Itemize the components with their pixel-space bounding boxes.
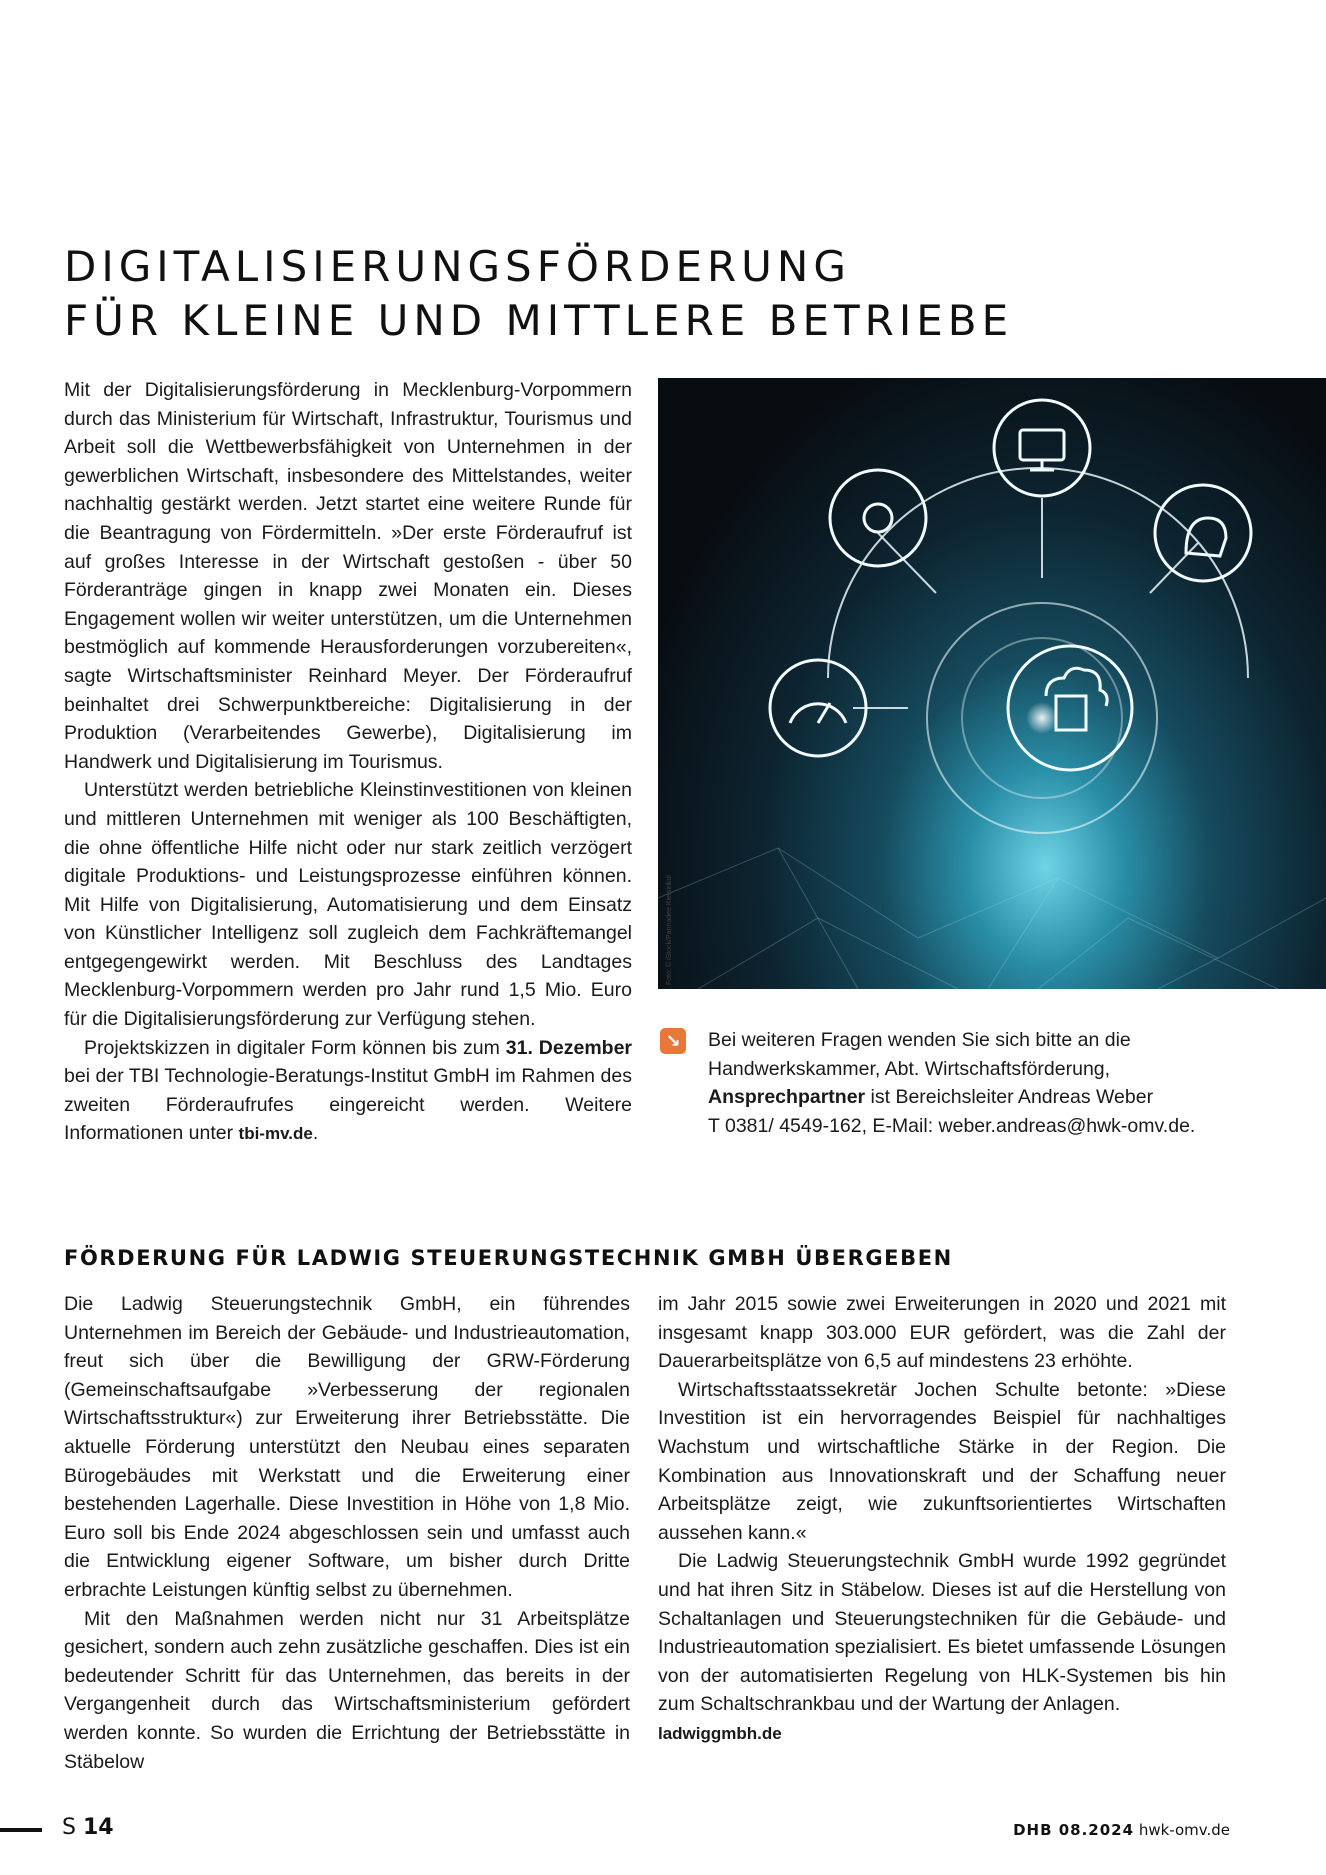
- link-line: [658, 1719, 1226, 1749]
- contact-line: Handwerkskammer, Abt. Wirtschaftsförderung,: [708, 1057, 1111, 1080]
- contact-line: [708, 1083, 1268, 1112]
- site-label[interactable]: hwk-omv.de: [1138, 1821, 1230, 1839]
- issue-info: [1013, 1821, 1230, 1839]
- paragraph: Die Ladwig Steuerungstechnik GmbH wurde 1992 gegründet und hat ihren Sitz in Stäbelow. Dieses ist auf die Herstellung von Schaltanlagen und Steuerungstechniken für die Gebäude- und Industrieautomation spezialisiert. Es bietet umfassende Lösungen von der automatisierten Regelung von HLK-Systemen bis hin zum Schaltschrankbau und der Wartung der Anlagen.: [658, 1550, 1227, 1716]
- article-2-left-column: [64, 1290, 630, 1776]
- paragraph: Wirtschaftsstaatssekretär Jochen Schulte betonte: »Diese Investition ist ein hervorragendes Beispiel für nachhaltiges Wachstum und wirtschaftliche Stärke in der Region. Die Kombination aus Innovationskraft und der Schaffung neuer Arbeitsplätze zeigt, wie zukunftsorientiertes Wirtschaften aussehen kann.«: [658, 1378, 1226, 1544]
- page-number: [62, 1815, 114, 1840]
- contact-info: [708, 1026, 1268, 1140]
- paragraph: im Jahr 2015 sowie zwei Erweiterungen in 2020 und 2021 mit insgesamt knapp 303.000 EUR gefördert, was die Zahl der Dauerarbeitsplätze von 6,5 auf mindestens 23 erhöhte.: [658, 1293, 1226, 1373]
- article-2-title: FÖRDERUNG FÜR LADWIG STEUERUNGSTECHNIK GMBH ÜBERGEBEN: [64, 1246, 953, 1270]
- paragraph: Mit der Digitalisierungsförderung in Mecklenburg-Vorpommern durch das Ministerium für Wirtschaft, Infrastruktur, Tourismus und Arbeit soll die Wettbewerbsfähigkeit von Unternehmen in der gewerblichen Wirtschaft, insbesondere des Mittelstandes, weiter nachhaltig gestärkt werden. Jetzt startet eine weitere Runde für die Beantragung von Fördermitteln. »Der erste Förderaufruf ist auf großes Interesse in der Wirtschaft gestoßen - über 50 Förderanträge gingen in knapp zwei Monaten ein. Dieses Engagement wollen wir weiter unterstützen, um die Unternehmen bestmöglich auf kommende Herausforderungen vorzubereiten«, sagte Wirtschaftsminister Reinhard Meyer. Der Förderaufruf beinhaltet drei Schwerpunktbereiche: Digitalisierung in der Produktion (Verarbeitendes Gewerbe), Digitalisierung im Handwerk und Digitalisierung im Tourismus.: [64, 379, 632, 773]
- digital-network-photo: [658, 378, 1326, 989]
- paragraph-text: Projektskizzen in digitaler Form können bis zum: [84, 1036, 506, 1059]
- article-2-right-column: [658, 1290, 1226, 1749]
- article-title-line-2: FÜR KLEINE UND MITTLERE BETRIEBE: [64, 296, 1014, 345]
- contact-text: ist Bereichsleiter Andreas Weber: [865, 1086, 1154, 1109]
- photo-credit: Foto: © iStock/Pannadee Kietsirikul: [666, 875, 673, 985]
- contact-label-bold: Ansprechpartner: [708, 1086, 866, 1109]
- paragraph: [64, 1034, 632, 1149]
- article-body: [64, 376, 632, 1149]
- paragraph: Mit den Maßnahmen werden nicht nur 31 Arbeitsplätze gesichert, sondern auch zehn zusätzliche geschaffen. Dies ist ein bedeutender Schritt für das Unternehmen, das bereits in der Vergangenheit durch das Wirtschaftsministerium gefördert werden konnte. So wurden die Errichtung der Betriebsstätte in Stäbelow: [64, 1607, 630, 1773]
- paragraph: Unterstützt werden betriebliche Kleinstinvestitionen von kleinen und mittleren Unternehmen mit weniger als 100 Beschäftigten, die ohne öffentliche Hilfe nicht oder nur stark zeitlich verzögert digitale Produktions- und Leistungsprozesse einführen können. Mit Hilfe von Digitalisierung, Automatisierung und dem Einsatz von Künstlicher Intelligenz soll zugleich dem Fachkräftemangel entgegengewirkt werden. Mit Beschluss des Landtages Mecklenburg-Vorpommern werden pro Jahr rund 1,5 Mio. Euro für die Digitalisierungsförderung zur Verfügung stehen.: [64, 779, 632, 1031]
- tbi-link[interactable]: tbi-mv.de: [238, 1124, 313, 1144]
- paragraph: Die Ladwig Steuerungstechnik GmbH, ein führendes Unternehmen im Bereich der Gebäude- und Industrieautomation, freut sich über die Bewilligung der GRW-Förderung (Gemeinschaftsaufgabe »Verbesserung der regionalen Wirtschaftsstruktur«) zur Erweiterung ihrer Betriebsstätte. Die aktuelle Förderung unterstützt den Neubau eines separaten Bürogebäudes mit Werkstatt und die Erweiterung einer bestehenden Lagerhalle. Diese Investition in Höhe von 1,8 Mio. Euro soll bis Ende 2024 abgeschlossen sein und umfasst auch die Entwicklung eigener Software, um bisher durch Dritte erbrachte Leistungen künftig selbst zu übernehmen.: [64, 1293, 630, 1601]
- page-number-value: 14: [82, 1815, 114, 1840]
- article-title: [64, 240, 1013, 348]
- issue-label: DHB 08.2024: [1013, 1821, 1135, 1839]
- paragraph-text: .: [312, 1122, 319, 1145]
- paragraph-text: bei der TBI Technologie-Beratungs-Institut GmbH im Rahmen des zweiten Förderaufrufes eingereicht werden. Weitere Informationen unter: [64, 1065, 632, 1145]
- ladwig-link[interactable]: ladwiggmbh.de: [658, 1723, 782, 1743]
- network-illustration: [658, 378, 1326, 989]
- contact-line: Bei weiteren Fragen wenden Sie sich bitte an die: [708, 1029, 1131, 1051]
- article-title-line-1: DIGITALISIERUNGSFÖRDERUNG: [64, 242, 851, 291]
- page-prefix: S: [62, 1815, 76, 1840]
- contact-line: T 0381/ 4549-162, E-Mail: weber.andreas@hwk-omv.de.: [708, 1114, 1196, 1137]
- arrow-info-icon: ↘: [660, 1028, 686, 1054]
- footer-rule: [0, 1828, 42, 1832]
- deadline-bold: 31. Dezember: [505, 1036, 633, 1059]
